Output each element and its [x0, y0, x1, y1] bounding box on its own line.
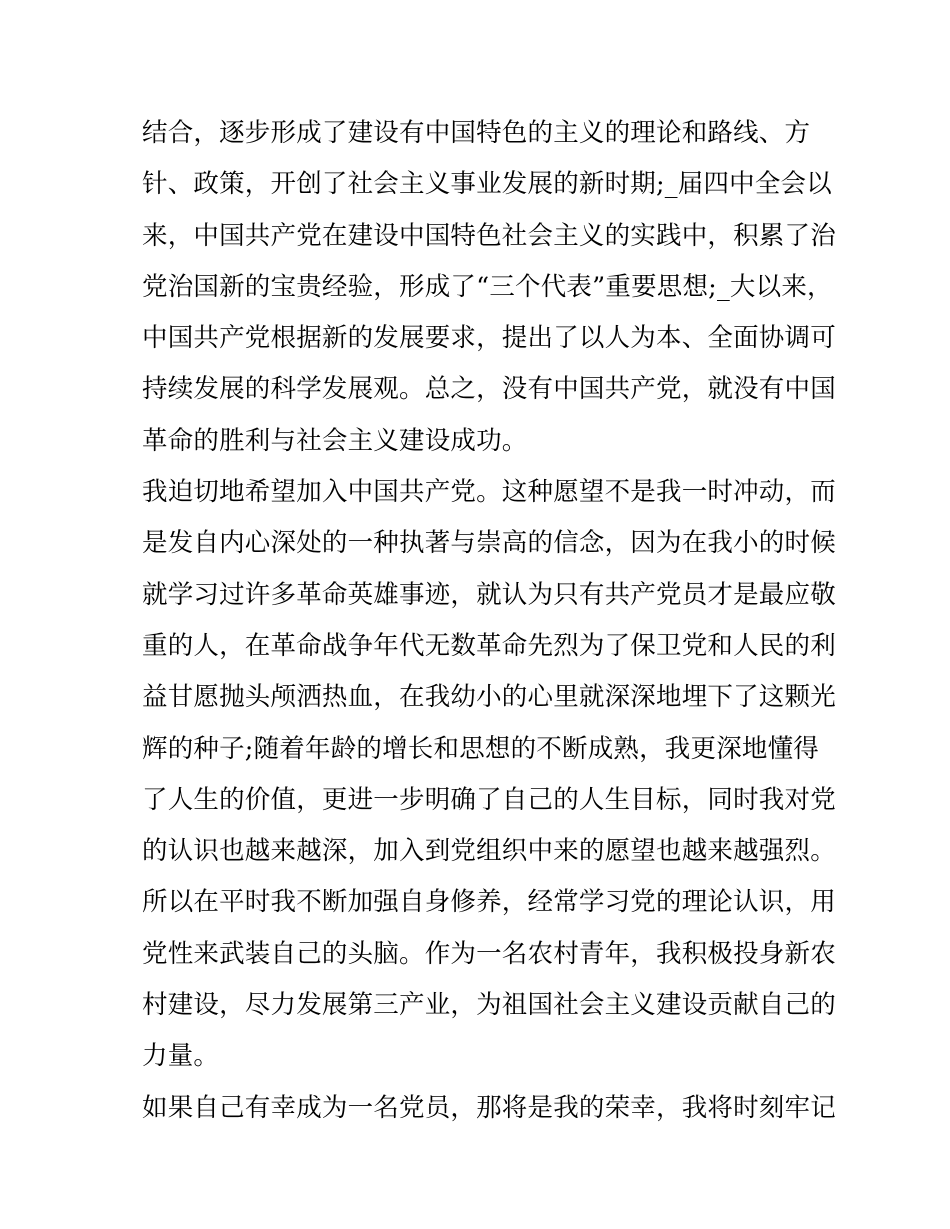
text-line: 针、政策，开创了社会主义事业发展的新时期;_届四中全会以 — [142, 169, 832, 200]
text-line: 的认识也越来越深，加入到党组织中来的愿望也越来越强烈。 — [142, 836, 836, 867]
text-line: 党治国新的宝贵经验，形成了“三个代表”重要思想;_大以来， — [142, 271, 833, 302]
text-line: 力量。 — [142, 1041, 220, 1072]
text-line: 中国共产党根据新的发展要求，提出了以人为本、全面协调可 — [142, 323, 836, 354]
text-line: 党性来武装自己的头脑。作为一名农村青年，我积极投身新农 — [142, 938, 836, 969]
text-line: 是发自内心深处的一种执著与崇高的信念，因为在我小的时候 — [142, 528, 836, 559]
text-line: 结合，逐步形成了建设有中国特色的主义的理论和路线、方 — [142, 118, 811, 148]
text-line: 革命的胜利与社会主义建设成功。 — [142, 425, 528, 456]
text-line: 辉的种子;随着年龄的增长和思想的不断成熟，我更深地懂得 — [142, 733, 819, 764]
text-line: 了人生的价值，更进一步明确了自己的人生目标，同时我对党 — [142, 784, 836, 815]
text-line: 持续发展的科学发展观。总之，没有中国共产党，就没有中国 — [142, 374, 836, 405]
text-line: 我迫切地希望加入中国共产党。这种愿望不是我一时冲动，而 — [142, 477, 836, 508]
text-line: 益甘愿抛头颅洒热血，在我幼小的心里就深深地埋下了这颗光 — [142, 682, 836, 713]
text-line: 就学习过许多革命英雄事迹，就认为只有共产党员才是最应敬 — [142, 579, 836, 610]
text-line: 来，中国共产党在建设中国特色社会主义的实践中，积累了治 — [142, 220, 836, 251]
text-line: 如果自己有幸成为一名党员，那将是我的荣幸，我将时刻牢记 — [142, 1092, 836, 1123]
text-line: 重的人，在革命战争年代无数革命先烈为了保卫党和人民的利 — [142, 630, 836, 661]
text-line: 村建设，尽力发展第三产业，为祖国社会主义建设贡献自己的 — [142, 990, 836, 1021]
text-line: 所以在平时我不断加强自身修养，经常学习党的理论认识，用 — [142, 887, 836, 918]
body-text — [142, 108, 836, 1134]
